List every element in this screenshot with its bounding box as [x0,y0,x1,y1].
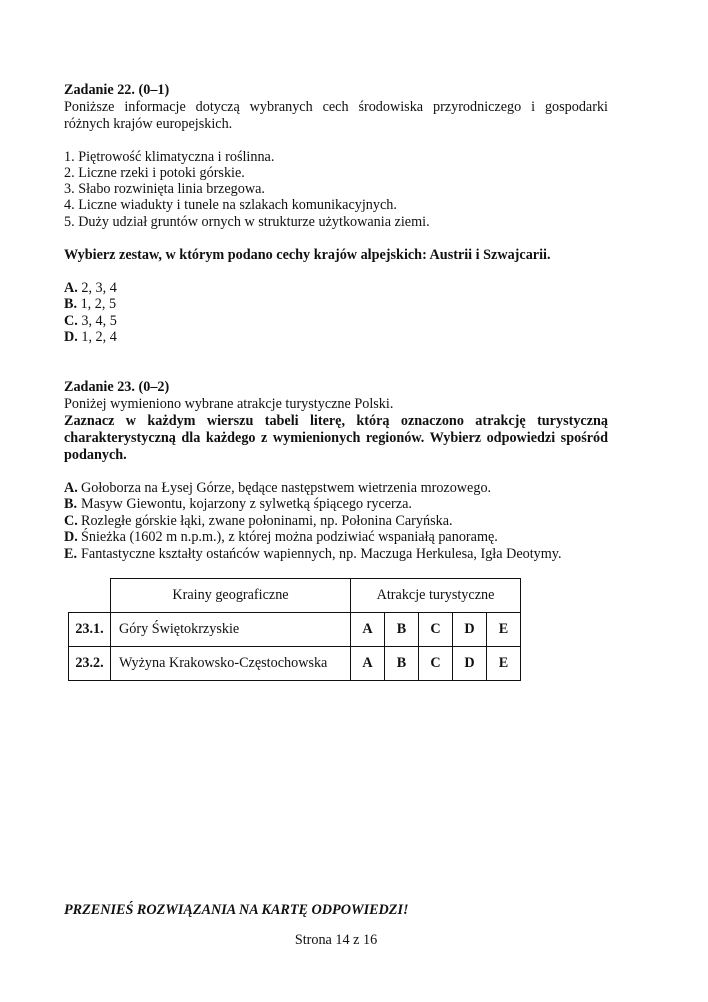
feature-item: 1. Piętrowość klimatyczna i roślinna. [64,149,275,165]
choice-cell-b[interactable]: B [385,613,419,647]
feature-item: 4. Liczne wiadukty i tunele na szlakach komunikacyjnych. [64,197,397,213]
table-header-row [69,579,521,613]
feature-item: 3. Słabo rozwinięta linia brzegowa. [64,181,265,197]
header-regions: Krainy geograficzne [111,579,351,613]
attraction-item [64,513,453,530]
option-text: 1, 2, 4 [77,329,117,345]
task22-title: Zadanie 22. (0–1) [64,82,170,98]
feature-item: 5. Duży udział gruntów ornych w strukturze użytkowania ziemi. [64,214,430,230]
option-text: 3, 4, 5 [77,313,117,329]
attraction-text: Fantastyczne kształty ostańców wapiennych, np. Maczuga Herkulesa, Igła Deotymy. [81,546,562,562]
attraction-text: Śnieżka (1602 m n.p.m.), z której można podziwiać wspaniałą panoramę. [81,529,498,545]
option-c[interactable] [64,313,117,330]
table-corner-cell [69,579,111,613]
attraction-letter: B. [64,496,78,512]
attraction-text: Rozległe górskie łąki, zwane połoninami, np. Połonina Caryńska. [81,513,453,529]
option-letter: C. [64,313,78,329]
choice-cell-d[interactable]: D [453,613,487,647]
option-b[interactable] [64,296,116,313]
table-row [69,613,521,647]
option-letter: D. [64,329,78,345]
task22-instruction: Wybierz zestaw, w którym podano cechy krajów alpejskich: Austrii i Szwajcarii. [64,247,551,263]
header-attractions: Atrakcje turystyczne [351,579,521,613]
attraction-letter: C. [64,513,78,529]
option-text: 2, 3, 4 [77,280,117,296]
attraction-letter: D. [64,529,78,545]
task23-instruction-line2: charakterystyczną dla każdego z wymienionych regionów. Wybierz odpowiedzi spośród [64,430,608,446]
task23-instruction-line3: podanych. [64,447,127,463]
choice-cell-e[interactable]: E [487,613,521,647]
attraction-letter: A. [64,480,78,496]
choice-cell-c[interactable]: C [419,647,453,681]
row-region: Wyżyna Krakowsko-Częstochowska [111,647,351,681]
choice-cell-a[interactable]: A [351,647,385,681]
task22-intro-line2: różnych krajów europejskich. [64,116,233,132]
transfer-reminder: PRZENIEŚ ROZWIĄZANIA NA KARTĘ ODPOWIEDZI! [64,902,409,918]
option-letter: A. [64,280,78,296]
choice-cell-a[interactable]: A [351,613,385,647]
row-number: 23.1. [69,613,111,647]
option-a[interactable] [64,280,117,297]
option-letter: B. [64,296,78,312]
page-number: Strona 14 z 16 [294,932,378,948]
choice-cell-e[interactable]: E [487,647,521,681]
choice-cell-c[interactable]: C [419,613,453,647]
row-region: Góry Świętokrzyskie [111,613,351,647]
option-d[interactable] [64,329,117,346]
attraction-text: Masyw Giewontu, kojarzony z sylwetką śpiącego rycerza. [81,496,412,512]
choice-cell-d[interactable]: D [453,647,487,681]
attraction-item [64,529,498,546]
attraction-item [64,480,491,497]
attraction-item [64,496,412,513]
option-text: 1, 2, 5 [77,296,117,312]
feature-item: 2. Liczne rzeki i potoki górskie. [64,165,245,181]
table-row [69,647,521,681]
task23-intro: Poniżej wymieniono wybrane atrakcje turystyczne Polski. [64,396,394,412]
task23-instruction-line1: Zaznacz w każdym wierszu tabeli literę, którą oznaczono atrakcję turystyczną [64,413,608,429]
task23-title: Zadanie 23. (0–2) [64,379,170,395]
choice-cell-b[interactable]: B [385,647,419,681]
task22-intro-line1: Poniższe informacje dotyczą wybranych cech środowiska przyrodniczego i gospodarki [64,99,608,115]
answer-table [68,578,521,681]
attraction-item [64,546,562,563]
attraction-letter: E. [64,546,78,562]
row-number: 23.2. [69,647,111,681]
attraction-text: Gołoborza na Łysej Górze, będące następstwem wietrzenia mrozowego. [81,480,492,496]
